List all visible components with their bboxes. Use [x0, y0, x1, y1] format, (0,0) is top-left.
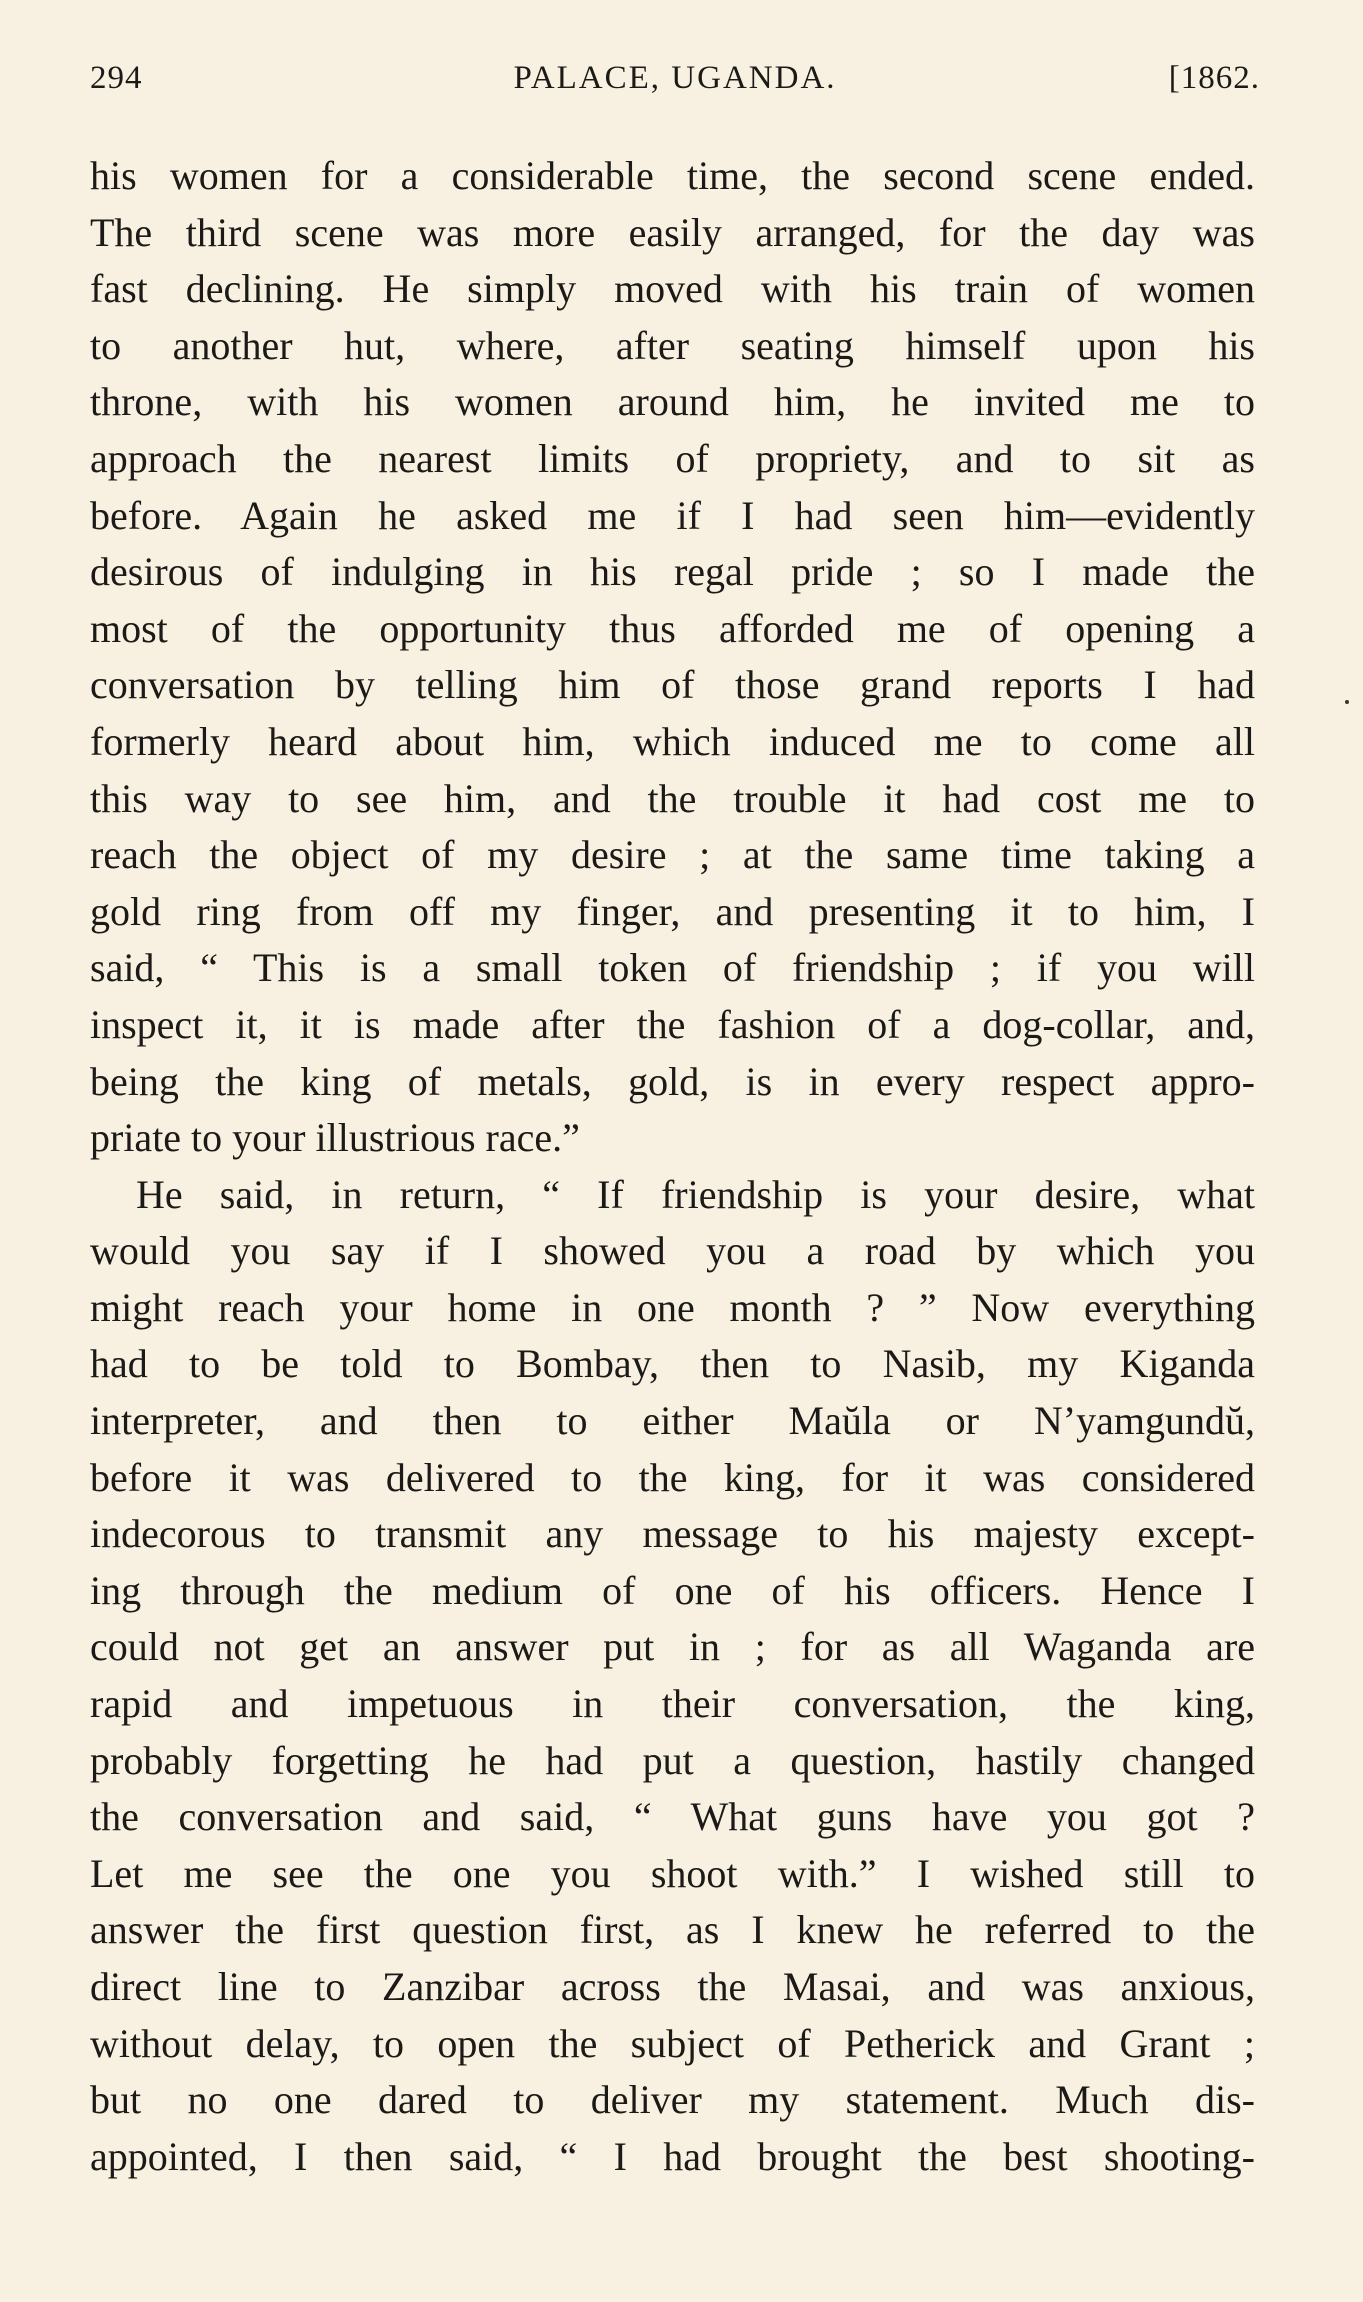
text-line: fast declining. He simply moved with his train of women: [90, 266, 1255, 312]
text-line: answer the first question first, as I knew he referred to the: [90, 1907, 1255, 1953]
page-number: 294: [90, 60, 143, 96]
text-line: formerly heard about him, which induced me to come all: [90, 718, 1255, 764]
text-line: interpreter, and then to either Maŭla or N’yamgundŭ,: [90, 1398, 1255, 1444]
text-line: but no one dared to deliver my statement. Much dis-: [90, 2077, 1255, 2123]
text-line: throne, with his women around him, he invited me to: [90, 379, 1255, 425]
text-line: direct line to Zanzibar across the Masai, and was anxious,: [90, 1964, 1255, 2009]
paragraph-start-line: He said, in return, “ If friendship is your desire, what: [136, 1171, 1255, 1217]
running-title: PALACE, UGANDA.: [513, 60, 837, 96]
text-line: most of the opportunity thus afforded me of opening a: [90, 605, 1255, 651]
text-line: inspect it, it is made after the fashion of a dog-collar, and,: [90, 1001, 1255, 1047]
text-line: appointed, I then said, “ I had brought the best shooting-: [90, 2133, 1255, 2179]
text-line: might reach your home in one month ? ” Now everything: [90, 1284, 1255, 1330]
text-line: before it was delivered to the king, for it was considered: [90, 1454, 1255, 1500]
text-line: desirous of indulging in his regal pride ; so I made the: [90, 549, 1255, 595]
text-line: conversation by telling him of those grand reports I had: [90, 662, 1255, 708]
text-line: reach the object of my desire ; at the same time taking a: [90, 832, 1255, 878]
text-line: probably forgetting he had put a question, hastily changed: [90, 1737, 1255, 1783]
text-line: indecorous to transmit any message to his majesty except-: [90, 1511, 1255, 1557]
paragraph-end-line: priate to your illustrious race.”: [90, 1115, 580, 1161]
text-line: before. Again he asked me if I had seen him—evidently: [90, 492, 1255, 538]
text-line: to another hut, where, after seating himself upon his: [90, 322, 1255, 368]
running-head: [90, 60, 1260, 110]
text-line: gold ring from off my finger, and presenting it to him, I: [90, 888, 1255, 934]
text-line: the conversation and said, “ What guns have you got ?: [90, 1794, 1255, 1840]
text-line: said, “ This is a small token of friendship ; if you will: [90, 945, 1255, 991]
text-line: would you say if I showed you a road by which you: [90, 1228, 1255, 1274]
text-line: could not get an answer put in ; for as all Waganda are: [90, 1624, 1255, 1670]
paper-speck: [1345, 700, 1349, 704]
body-text: [90, 148, 1255, 2185]
text-line: had to be told to Bombay, then to Nasib, my Kiganda: [90, 1341, 1255, 1387]
text-line: Let me see the one you shoot with.” I wished still to: [90, 1850, 1255, 1896]
text-line: ing through the medium of one of his officers. Hence I: [90, 1567, 1255, 1613]
text-line: rapid and impetuous in their conversation, the king,: [90, 1681, 1255, 1727]
running-year: [1862.: [1168, 60, 1260, 96]
text-line: his women for a considerable time, the second scene ended.: [90, 153, 1255, 198]
text-line: being the king of metals, gold, is in every respect appro-: [90, 1058, 1255, 1104]
text-line: without delay, to open the subject of Petherick and Grant ;: [90, 2020, 1255, 2066]
text-line: The third scene was more easily arranged, for the day was: [90, 209, 1255, 255]
text-line: approach the nearest limits of propriety, and to sit as: [90, 435, 1255, 481]
text-line: this way to see him, and the trouble it had cost me to: [90, 775, 1255, 821]
